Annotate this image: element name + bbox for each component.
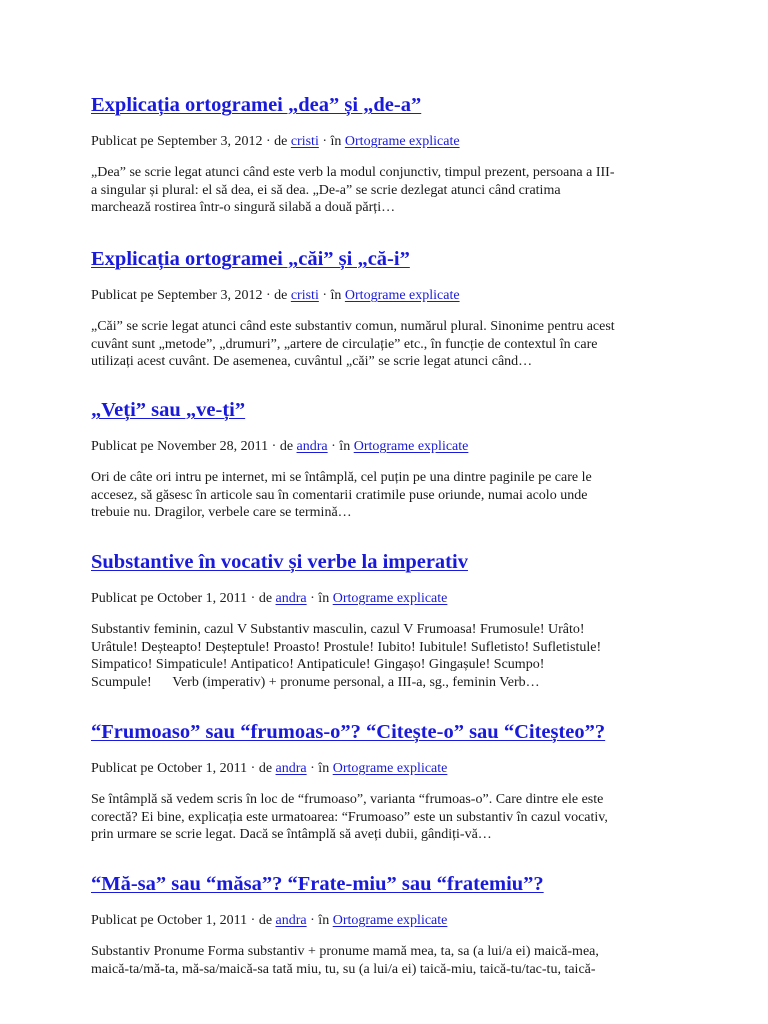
post-title-link[interactable]: “Mă-sa” sau “măsa”? “Frate-miu” sau “fratemiu”?	[91, 873, 544, 895]
post-meta-in: · în	[327, 439, 354, 454]
post-meta-published: Publicat pe September 3, 2012 · de	[91, 288, 291, 303]
excerpt-line: utilizați acest cuvânt. De asemenea, cuvântul „căi” se scrie legat atunci când…	[91, 354, 533, 369]
post-meta	[91, 912, 599, 930]
post-item	[91, 869, 599, 978]
category-link[interactable]: Ortograme explicate	[332, 913, 448, 928]
post-item	[91, 90, 614, 217]
excerpt-line: Substantiv feminin, cazul V Substantiv masculin, cazul V Frumoasa! Frumosule! Urâto!	[91, 622, 585, 637]
post-meta	[91, 438, 592, 456]
post-meta-published: Publicat pe October 1, 2011 · de	[91, 591, 276, 606]
excerpt-line: trebuie nu. Dragilor, verbele care se termină…	[91, 505, 352, 520]
post-title-link[interactable]: Substantive în vocativ și verbe la imperativ	[91, 551, 468, 573]
excerpt-line: „Căi” se scrie legat atunci când este substantiv comun, numărul plural. Sinonime pentru acest	[91, 319, 615, 334]
excerpt-line: accesez, să găsesc în articole sau în comentarii cratimile puse oriunde, numai acolo unde	[91, 487, 588, 503]
post-excerpt	[91, 318, 615, 371]
excerpt-line: cuvânt sunt „metode”, „drumuri”, „artere de circulație” etc., în funcție de contextul în care	[91, 336, 598, 352]
excerpt-line: Scumpule! Verb (imperativ) + pronume personal, a III-a, sg., feminin Verb…	[91, 674, 540, 690]
post-meta-published: Publicat pe November 28, 2011 · de	[91, 439, 297, 454]
category-link[interactable]: Ortograme explicate	[332, 761, 448, 776]
post-title-link[interactable]: „Veți” sau „ve-ți”	[91, 399, 246, 421]
excerpt-line: Simpatico! Simpaticule! Antipatico! Antipaticule! Gingașo! Gingașule! Scumpo!	[91, 657, 545, 672]
excerpt-line: marchează rostirea într-o singură silabă a două părți…	[91, 200, 396, 215]
excerpt-line: corectă? Ei bine, explicația este urmatoarea: “Frumoaso” este un substantiv în cazul vocativ,	[91, 809, 608, 825]
author-link[interactable]: cristi	[290, 288, 319, 303]
post-item	[91, 244, 615, 371]
post-excerpt	[91, 469, 592, 522]
post-item	[91, 547, 601, 691]
post-meta	[91, 133, 614, 151]
post-meta-published: Publicat pe October 1, 2011 · de	[91, 761, 276, 776]
post-meta-in: · în	[306, 591, 333, 606]
category-link[interactable]: Ortograme explicate	[353, 439, 469, 454]
post-meta-published: Publicat pe October 1, 2011 · de	[91, 913, 276, 928]
excerpt-line: a singular și plural: el să dea, ei să dea. „De-a” se scrie dezlegat atunci când cratima	[91, 182, 561, 198]
post-title-link[interactable]: Explicația ortogramei „dea” și „de-a”	[91, 94, 422, 116]
post-meta-in: · în	[318, 134, 345, 149]
post-title-link[interactable]: “Frumoaso” sau “frumoas-o”? “Citește-o” sau “Citeșteo”?	[91, 721, 606, 743]
post-meta-in: · în	[318, 288, 345, 303]
post-excerpt	[91, 164, 614, 217]
post-item	[91, 717, 608, 844]
excerpt-line: Substantiv Pronume Forma substantiv + pronume mamă mea, ta, sa (a lui/a ei) maică-mea,	[91, 944, 599, 959]
author-link[interactable]: andra	[275, 591, 307, 606]
post-meta-in: · în	[306, 761, 333, 776]
post-meta	[91, 590, 601, 608]
category-link[interactable]: Ortograme explicate	[344, 134, 460, 149]
post-title-link[interactable]: Explicația ortogramei „căi” și „că-i”	[91, 248, 410, 270]
post-excerpt	[91, 943, 599, 978]
author-link[interactable]: cristi	[290, 134, 319, 149]
post-excerpt	[91, 791, 608, 844]
author-link[interactable]: andra	[275, 913, 307, 928]
category-link[interactable]: Ortograme explicate	[344, 288, 460, 303]
excerpt-line: maică-ta/mă-ta, mă-sa/maică-sa tată miu, tu, su (a lui/a ei) taică-miu, taică-tu/tac-tu, taică-	[91, 961, 596, 977]
author-link[interactable]: andra	[275, 761, 307, 776]
excerpt-line: Ori de câte ori intru pe internet, mi se întâmplă, cel puțin pe una dintre paginile pe care le	[91, 470, 592, 485]
post-item	[91, 395, 592, 522]
excerpt-line: „Dea” se scrie legat atunci când este verb la modul conjunctiv, timpul prezent, persoana a III-	[91, 165, 615, 180]
post-meta	[91, 760, 608, 778]
post-meta	[91, 287, 615, 305]
post-meta-in: · în	[306, 913, 333, 928]
excerpt-line: Urâtule! Deșteapto! Deșteptule! Proasto! Prostule! Iubito! Iubitule! Sufletisto! Sufletistule!	[91, 639, 602, 655]
post-meta-published: Publicat pe September 3, 2012 · de	[91, 134, 291, 149]
excerpt-line: Se întâmplă să vedem scris în loc de “frumoaso”, varianta “frumoas-o”. Care dintre ele este	[91, 792, 604, 807]
post-excerpt	[91, 621, 601, 691]
author-link[interactable]: andra	[296, 439, 328, 454]
category-link[interactable]: Ortograme explicate	[332, 591, 448, 606]
excerpt-line: prin urmare se scrie legat. Dacă se întâmplă să aveți dubii, gândiți-vă…	[91, 827, 492, 842]
